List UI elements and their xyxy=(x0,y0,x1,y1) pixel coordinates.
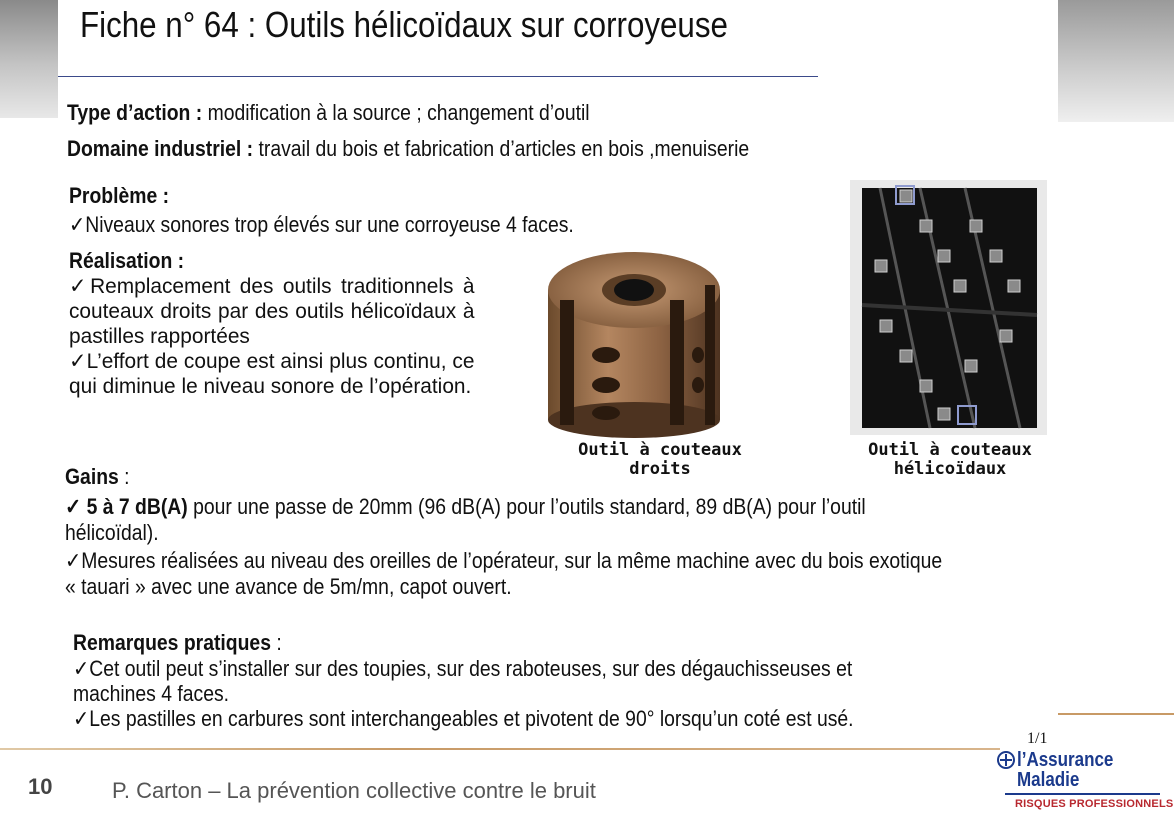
gains-item-2-line2: « tauari » avec une avance de 5m/mn, capot ouvert. xyxy=(65,574,512,599)
realisation-item-1: ✓Remplacement des outils traditionnels à couteaux droits par des outils hélicoïdaux à pastilles rapportées xyxy=(69,274,475,348)
helical-cutter-image xyxy=(850,180,1047,435)
title-divider xyxy=(58,76,818,77)
probleme-heading: Problème : xyxy=(69,183,170,208)
domaine-sep: : xyxy=(241,136,259,161)
logo-line-1: l’Assurance xyxy=(1017,749,1114,771)
footer-divider-right xyxy=(1058,713,1174,715)
domaine-row xyxy=(67,136,749,162)
gains-item-1-bold: ✓ 5 à 7 dB(A) xyxy=(65,494,188,519)
type-action-sep: : xyxy=(190,100,208,125)
domaine-label: Domaine industriel xyxy=(67,136,242,161)
logo-bar xyxy=(1005,793,1160,795)
remarques-item-1-line2: machines 4 faces. xyxy=(73,681,230,706)
probleme-item: ✓Niveaux sonores trop élevés sur une corroyeuse 4 faces. xyxy=(69,212,574,237)
gains-sep: : xyxy=(118,464,130,489)
straight-knife-caption-line1: Outil à couteaux xyxy=(578,440,742,460)
logo-emblem-icon xyxy=(995,749,1017,771)
page-number: 10 xyxy=(28,774,53,799)
gains-item-1-cont: hélicoïdal). xyxy=(65,520,159,545)
realisation-heading: Réalisation : xyxy=(69,248,185,273)
type-action-row xyxy=(67,100,590,126)
logo-line-2: Maladie xyxy=(1017,769,1080,791)
remarques-heading-row xyxy=(73,630,282,656)
logo-line-3: RISQUES PROFESSIONNELS xyxy=(1015,798,1174,810)
pagination: 1/1 xyxy=(1027,730,1048,747)
remarques-heading: Remarques pratiques xyxy=(73,630,271,655)
gains-item-1 xyxy=(65,494,866,520)
footer-divider xyxy=(0,748,1000,750)
page-title: Fiche n° 64 : Outils hélicoïdaux sur corroyeuse xyxy=(80,4,728,45)
straight-knife-caption-line2: droits xyxy=(629,459,691,479)
remarques-item-2: ✓Les pastilles en carbures sont interchangeables et pivotent de 90° lorsqu’un coté est usé. xyxy=(73,706,854,731)
helical-caption-line2: hélicoïdaux xyxy=(893,459,1007,479)
gains-heading-row xyxy=(65,464,130,490)
assurance-maladie-logo xyxy=(995,741,1174,815)
helical-caption xyxy=(850,441,1050,479)
straight-knife-caption xyxy=(560,441,760,479)
remarques-sep: : xyxy=(270,630,282,655)
remarques-item-1-line1: ✓Cet outil peut s’installer sur des toupies, sur des raboteuses, sur des dégauchisseuses et xyxy=(73,656,853,681)
type-action-label: Type d’action xyxy=(67,100,191,125)
footer-text: P. Carton – La prévention collective contre le bruit xyxy=(112,778,596,803)
gains-heading: Gains xyxy=(65,464,119,489)
helical-caption-line1: Outil à couteaux xyxy=(868,440,1032,460)
domaine-value: travail du bois et fabrication d’articles en bois ,menuiserie xyxy=(258,136,750,161)
background-band-left xyxy=(0,0,58,118)
gains-item-2-line1: ✓Mesures réalisées au niveau des oreilles de l’opérateur, sur la même machine avec du bois exotique xyxy=(65,548,943,573)
straight-knife-cutter-image xyxy=(540,245,730,440)
realisation-item-2: ✓L’effort de coupe est ainsi plus continu, ce qui diminue le niveau sonore de l’opération. xyxy=(69,349,475,398)
type-action-value: modification à la source ; changement d’outil xyxy=(207,100,590,125)
background-band-right xyxy=(1058,0,1174,122)
gains-item-1-rest: pour une passe de 20mm (96 dB(A) pour l’outils standard, 89 dB(A) pour l’outil xyxy=(187,494,866,519)
